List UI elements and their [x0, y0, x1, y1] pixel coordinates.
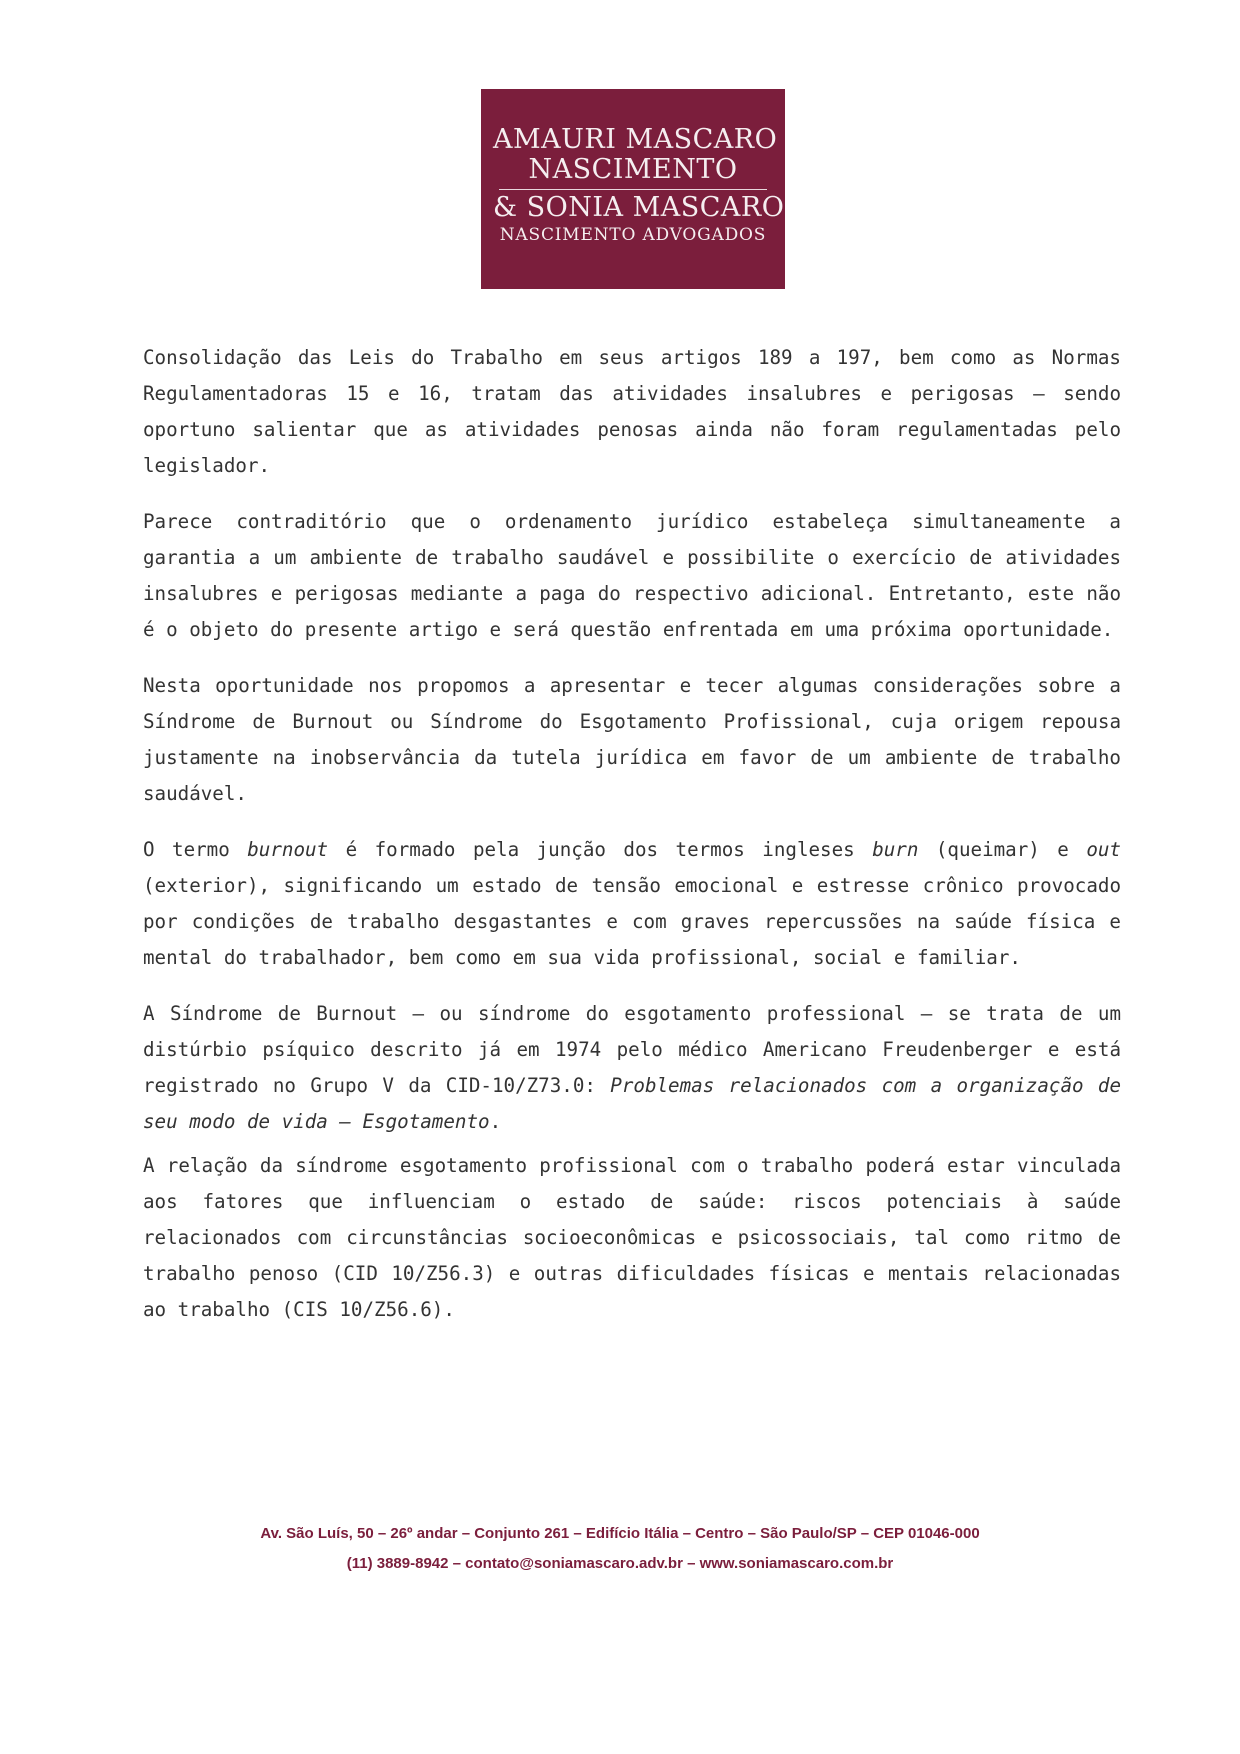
- logo-line-2: NASCIMENTO: [528, 154, 738, 185]
- paragraph-1: Consolidação das Leis do Trabalho em seus artigos 189 a 197, bem como as Normas Regulamentadoras 15 e 16, tratam das atividades insalubres e perigosas – sendo oportuno salientar que as atividades penosas ainda não foram regulamentadas pelo legislador.: [143, 346, 1121, 477]
- cid-description: Problemas relacionados com a organização de seu modo de vida – Esgotamento: [143, 1074, 1121, 1133]
- logo-line-3: & SONIA MASCARO: [493, 192, 785, 223]
- paragraph-4-text-g: (exterior), significando um estado de tensão emocional e estresse crônico provocado por condições de trabalho desgastantes e com graves repercussões na saúde física e mental do trabalhador, bem como em sua vida profissional, social e familiar.: [143, 874, 1121, 969]
- paragraph-4: [143, 832, 1121, 976]
- paragraph-4-text-e: (queimar) e: [918, 838, 1087, 861]
- paragraph-6: A relação da síndrome esgotamento profissional com o trabalho poderá estar vinculada aos fatores que influenciam o estado de saúde: riscos potenciais à saúde relacionados com circunstâncias socioeconômicas e psicossociais, tal como ritmo de trabalho penoso (CID 10/Z56.3) e outras dificuldades físicas e mentais relacionadas ao trabalho (CIS 10/Z56.6).: [143, 1154, 1121, 1321]
- footer-contact: (11) 3889-8942 – contato@soniamascaro.adv.br – www.soniamascaro.com.br: [346, 1555, 894, 1572]
- logo-divider: [499, 189, 767, 190]
- paragraph-2: Parece contraditório que o ordenamento jurídico estabeleça simultaneamente a garantia a um ambiente de trabalho saudável e possibilite o exercício de atividades insalubres e perigosas mediante a paga do respectivo adicional. Entretanto, este não é o objeto do presente artigo e será questão enfrentada em uma próxima oportunidade.: [143, 510, 1121, 641]
- page-footer: [0, 1519, 1240, 1579]
- term-burnout: burnout: [247, 838, 329, 861]
- logo-line-4: NASCIMENTO ADVOGADOS: [499, 225, 767, 245]
- paragraph-5-text-a: A Síndrome de Burnout – ou síndrome do esgotamento professional – se trata de um distúrbio psíquico descrito já em 1974 pelo médico Americano Freudenberger e está registrado no Grupo V da CID-10/Z73.0:: [143, 1002, 1121, 1097]
- logo-line-1: AMAURI MASCARO: [493, 124, 778, 155]
- paragraph-3: Nesta oportunidade nos propomos a apresentar e tecer algumas considerações sobre a Síndrome de Burnout ou Síndrome do Esgotamento Profissional, cuja origem repousa justamente na inobservância da tutela jurídica em favor de um ambiente de trabalho saudável.: [143, 674, 1121, 805]
- term-burn: burn: [872, 838, 919, 861]
- paragraph-4-text-a: O termo: [143, 838, 248, 861]
- paragraph-4-text-c: é formado pela junção dos termos ingleses: [328, 838, 873, 861]
- document-body: [143, 340, 1121, 1348]
- footer-address: Av. São Luís, 50 – 26º andar – Conjunto 261 – Edifício Itália – Centro – São Paulo/SP – CEP 01046-000: [260, 1525, 980, 1542]
- paragraph-5-text-c: .: [489, 1110, 502, 1133]
- term-out: out: [1086, 838, 1121, 861]
- paragraph-5: [143, 996, 1121, 1140]
- firm-logo: [481, 89, 785, 289]
